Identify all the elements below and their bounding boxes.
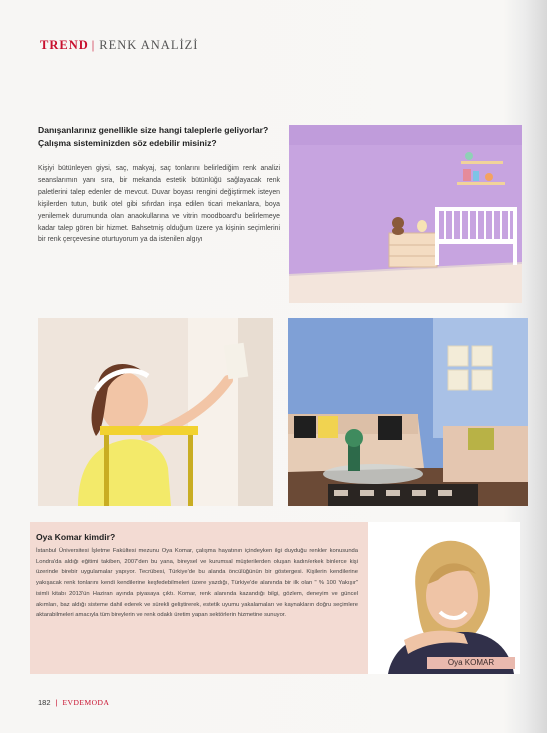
portrait-photo xyxy=(368,522,520,674)
interview-question: Danışanlarınız genellikle size hangi taleplerle geliyorlar? Çalışma sisteminizden söz edebilir misiniz? xyxy=(38,125,269,148)
nursery-photo xyxy=(289,125,522,303)
publication-name: EVDEMODA xyxy=(62,698,110,707)
living-room-photo xyxy=(288,318,528,506)
page-footer xyxy=(38,698,109,707)
section-label: TREND xyxy=(40,38,89,52)
bio-title: Oya Komar kimdir? xyxy=(36,532,116,542)
painting-woman-photo xyxy=(38,318,273,506)
page-number: 182 xyxy=(38,698,51,707)
interview-answer: Kişiyi bütünleyen giysi, saç, makyaj, saç tonlarını belirlediğim renk analizi seanslarımın yanı sıra, bir mekanda estetik bütünlüğü sağlayacak renk paletlerini talep edenler de mevcut. Duvar boyası rengini değiştirmek isteyen kişilerden tutun, butik otel gibi sıfırdan inşa edilen ticari mekanlara, boya yenilemek durumunda olan anaokullarına ve vitrin moodboard'u belirlemeye kadar talep gören bir hizmet. Bahsetmiş olduğum üzere ya kişinin seçimlerini bir renk çerçevesine oturtuyorum ya da istenilen algıyı xyxy=(38,165,280,244)
section-title: RENK ANALİZİ xyxy=(99,38,199,52)
bio-text: İstanbul Üniversitesi İşletme Fakültesi mezunu Oya Komar, çalışma hayatının içindeyken ilgi duyduğu renkler konusunda Londra'da aldığı eğitimi takiben, 2007'den bu yana, bireysel ve kurumsal müşterilerden oluşan kadın/erkek binlerce kişi üzerinde birebir uygulamalar yapıyor. Tecrübesi, Türkiye'de bu alanda öncülüğünün bir göstergesi. Kişilerin kendilerine yakışacak renk tonlarını kendi kendilerine keşfedebilmeleri üzere yazdığı, Türkiye'de alanında bir ilk olan " % 100 Yakışır" isimli kitabı 2013'ün Haziran ayında piyasaya çıktı. Komar, renk alanında kazandığı bilgi, gözlem, deneyim ve güncel akımları, baz aldığı sisteme dahil ederek ve sürekli geliştirerek, estetik uyumu yakalamaları ve kaynakların doğru seçimlere aktarabilmeleri amacıyla tüm bireylerin ve renk odaklı üretim yapan sektörlerin hizmetine sunuyor. xyxy=(36,548,358,619)
portrait-caption: Oya KOMAR xyxy=(427,657,515,669)
header-separator: | xyxy=(91,38,96,52)
section-header xyxy=(40,38,198,53)
footer-separator: | xyxy=(55,698,58,707)
